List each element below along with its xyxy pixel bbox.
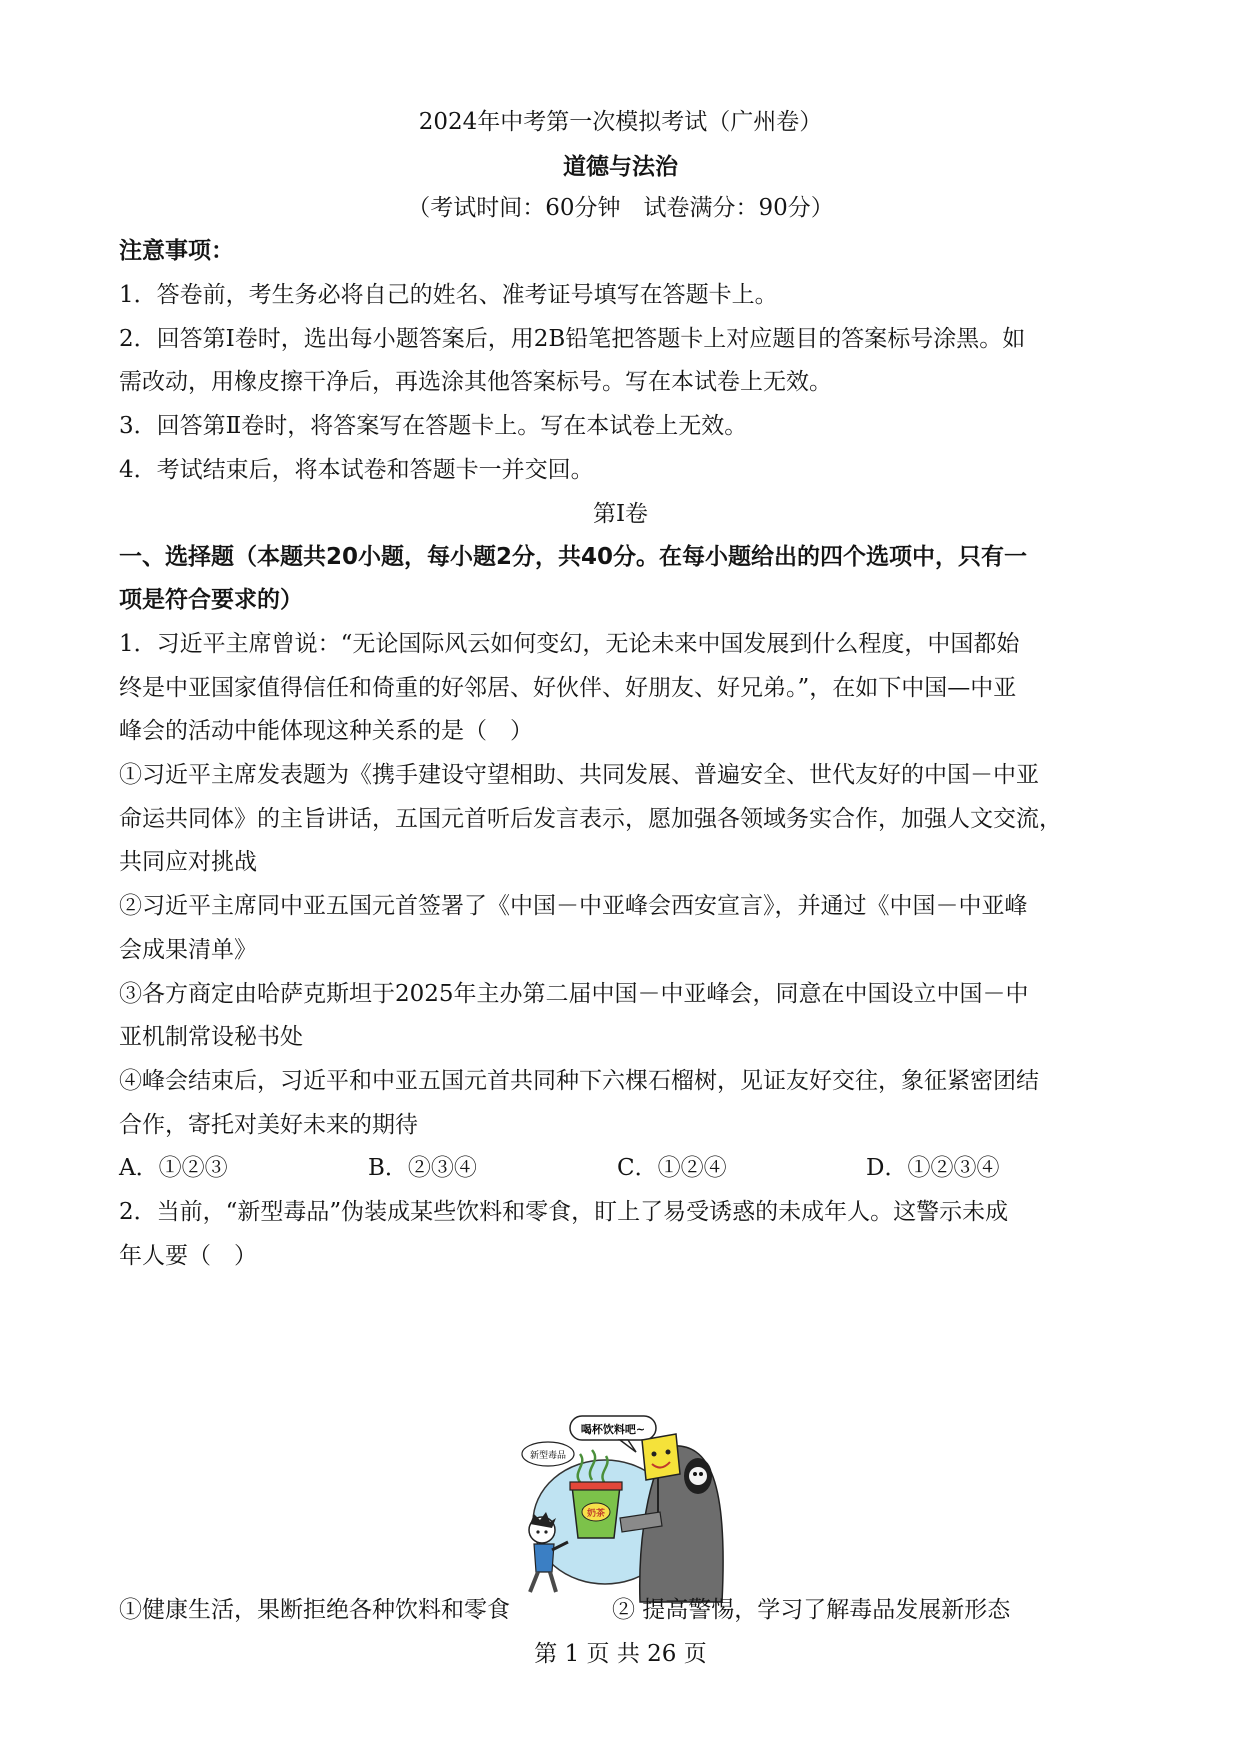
q1-line: ③各方商定由哈萨克斯坦于2025年主办第二届中国－中亚峰会，同意在中国设立中国－中 <box>119 981 1029 1007</box>
section-heading-cont: 项是符合要求的） <box>119 587 303 613</box>
notice-item: 3．回答第Ⅱ卷时，将答案写在答题卡上。写在本试卷上无效。 <box>119 413 748 439</box>
notice-item: 2．回答第Ⅰ卷时，选出每小题答案后，用2B铅笔把答题卡上对应题目的答案标号涂黑。如 <box>119 326 1026 352</box>
q1-option-b: B．②③④ <box>368 1155 477 1181</box>
q1-option-d: D．①②③④ <box>866 1155 1000 1181</box>
volume-title: 第Ⅰ卷 <box>592 501 649 527</box>
q1-option-a: A．①②③ <box>119 1155 228 1181</box>
q2-choice-1: ①健康生活，果断拒绝各种饮料和零食 <box>119 1597 510 1623</box>
milk-tea-cup <box>570 1482 622 1538</box>
q1-option-c: C．①②④ <box>617 1155 727 1181</box>
q1-line: 亚机制常设秘书处 <box>119 1024 303 1050</box>
notice-item: 1．答卷前，考生务必将自己的姓名、准考证号填写在答题卡上。 <box>119 282 778 308</box>
q1-line: 共同应对挑战 <box>119 849 257 875</box>
q1-line: 命运共同体》的主旨讲话，五国元首听后发言表示，愿加强各领域务实合作，加强人文交流， <box>119 806 1062 832</box>
notice-heading: 注意事项： <box>119 238 234 264</box>
q1-line: ②习近平主席同中亚五国元首签署了《中国－中亚峰会西安宣言》，并通过《中国－中亚峰 <box>119 893 1028 919</box>
bubble-text: 喝杯饮料吧~ <box>580 1423 646 1436</box>
exam-info: （考试时间：60分钟 试卷满分：90分） <box>407 195 834 221</box>
q2-line: 年人要（ ） <box>119 1243 257 1269</box>
notice-item: 4．考试结束后，将本试卷和答题卡一并交回。 <box>119 457 594 483</box>
drug-label-text: 新型毒品 <box>529 1451 567 1461</box>
q2-choice-2: ② 提高警惕，学习了解毒品发展新形态 <box>612 1597 1011 1623</box>
q2-line: 2．当前，“新型毒品”伪装成某些饮料和零食，盯上了易受诱惑的未成年人。这警示未成 <box>119 1199 1009 1225</box>
tea-label-text: 奶茶 <box>586 1509 606 1519</box>
q1-line: 峰会的活动中能体现这种关系的是（ ） <box>119 718 533 744</box>
anti-drug-cartoon <box>520 1412 742 1608</box>
subject-title: 道德与法治 <box>563 154 678 180</box>
exam-title: 2024年中考第一次模拟考试（广州卷） <box>418 109 823 135</box>
drug-label <box>522 1442 574 1466</box>
notice-item: 需改动，用橡皮擦干净后，再选涂其他答案标号。写在本试卷上无效。 <box>119 369 832 395</box>
q1-line: 终是中亚国家值得信任和倚重的好邻居、好伙伴、好朋友、好兄弟。”，在如下中国—中亚 <box>119 675 1017 701</box>
q1-line: 1．习近平主席曾说：“无论国际风云如何变幻，无论未来中国发展到什么程度，中国都始 <box>119 631 1020 657</box>
q1-line: 会成果清单》 <box>119 937 257 963</box>
q1-line: 合作，寄托对美好未来的期待 <box>119 1112 418 1138</box>
q1-line: ①习近平主席发表题为《携手建设守望相助、共同发展、普遍安全、世代友好的中国－中亚 <box>119 762 1039 788</box>
section-heading: 一、选择题（本题共20小题，每小题2分，共40分。在每小题给出的四个选项中，只有一 <box>119 544 1028 570</box>
page-number: 第 1 页 共 26 页 <box>534 1641 707 1667</box>
q1-line: ④峰会结束后，习近平和中亚五国元首共同种下六棵石榴树，见证友好交往，象征紧密团结 <box>119 1068 1039 1094</box>
